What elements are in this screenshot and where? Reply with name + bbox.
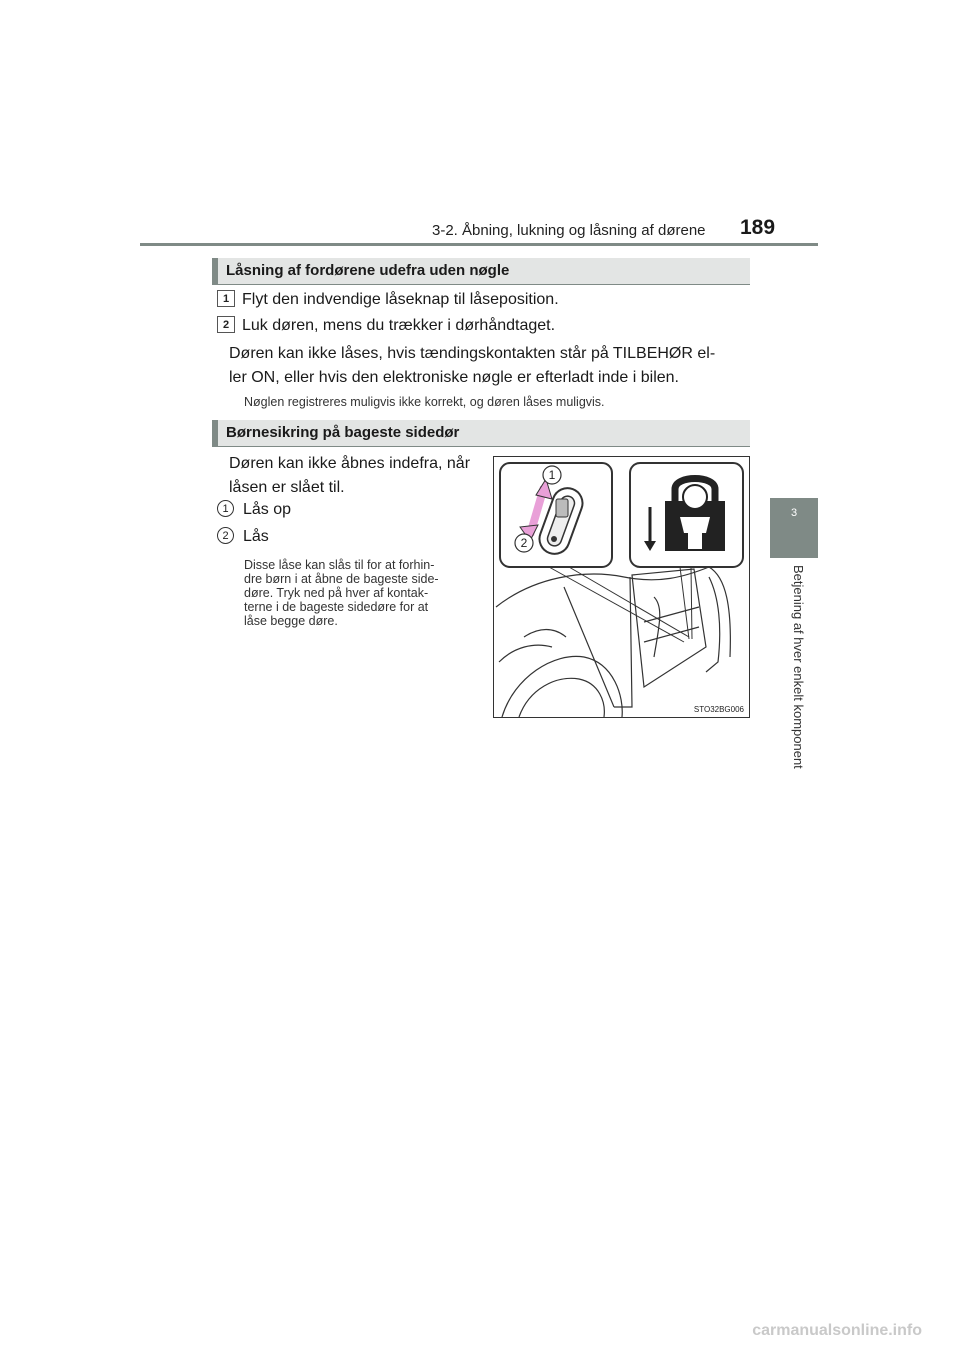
small-note-line: låse begge døre. [244, 614, 338, 628]
door-panel-line [644, 607, 699, 622]
rear-body-line [706, 577, 720, 672]
leader-line [680, 567, 689, 639]
child-lock-illustration [493, 456, 750, 718]
step-2-text: Luk døren, mens du trækker i dørhåndtaget. [242, 317, 556, 334]
figure-code: STO32BG006 [693, 705, 744, 714]
watermark-text[interactable]: carmanualsonline.info [752, 1322, 922, 1339]
door-frame [614, 577, 632, 707]
item-unlock-text: Lås op [243, 501, 292, 518]
section-title-front-doors: Låsning af fordørene udefra uden nøgle [212, 258, 750, 284]
intro-line-1: Døren kan ikke åbnes indefra, når [229, 455, 471, 472]
item-number-2: 2 [217, 527, 234, 544]
body-detail [499, 645, 552, 662]
section-title-child-lock: Børnesikring på bageste sidedør [212, 420, 750, 446]
item-number-1: 1 [217, 500, 234, 517]
step-number-2: 2 [217, 316, 235, 333]
section-rule [212, 446, 750, 447]
leader-line [691, 567, 692, 639]
note-line-2: ler ON, eller hvis den elektroniske nøgle er efterladt inde i bilen. [229, 369, 679, 386]
page-number: 189 [740, 216, 776, 239]
section-rule [212, 284, 750, 285]
item-lock-text: Lås [243, 528, 269, 545]
step-1-text: Flyt den indvendige låseknap til låseposition. [242, 291, 559, 308]
child-lock-small-note [244, 558, 480, 628]
small-note-line: dre børn i at åbne de bageste side- [244, 572, 439, 586]
wheel-arch-inner [519, 678, 604, 717]
body-detail [524, 630, 566, 638]
callout-2: 2 [520, 536, 528, 550]
note-line-1: Døren kan ikke låses, hvis tændingskontakten står på TILBEHØR el- [229, 345, 716, 362]
chapter-number: 3 [790, 507, 798, 519]
section-header: 3-2. Åbning, lukning og låsning af dørene [432, 222, 706, 239]
footer-watermark[interactable] [0, 1322, 960, 1340]
small-note-line: døre. Tryk ned på hver af kontak- [244, 586, 429, 600]
chapter-tab [770, 498, 818, 558]
step-number-1: 1 [217, 290, 235, 307]
leader-line [549, 567, 684, 642]
door-illustration [494, 457, 749, 717]
small-note-line: terne i de bageste sidedøre for at [244, 600, 429, 614]
callout-1: 1 [548, 468, 556, 482]
header-divider [140, 243, 818, 246]
small-note-line: Disse låse kan slås til for at forhin- [244, 558, 435, 572]
small-note: Nøglen registreres muligvis ikke korrekt, og døren låses muligvis. [244, 395, 605, 409]
intro-line-2: låsen er slået til. [229, 479, 345, 496]
chapter-label: Betjening af hver enkelt komponent [791, 565, 806, 769]
door-edge [564, 587, 614, 707]
